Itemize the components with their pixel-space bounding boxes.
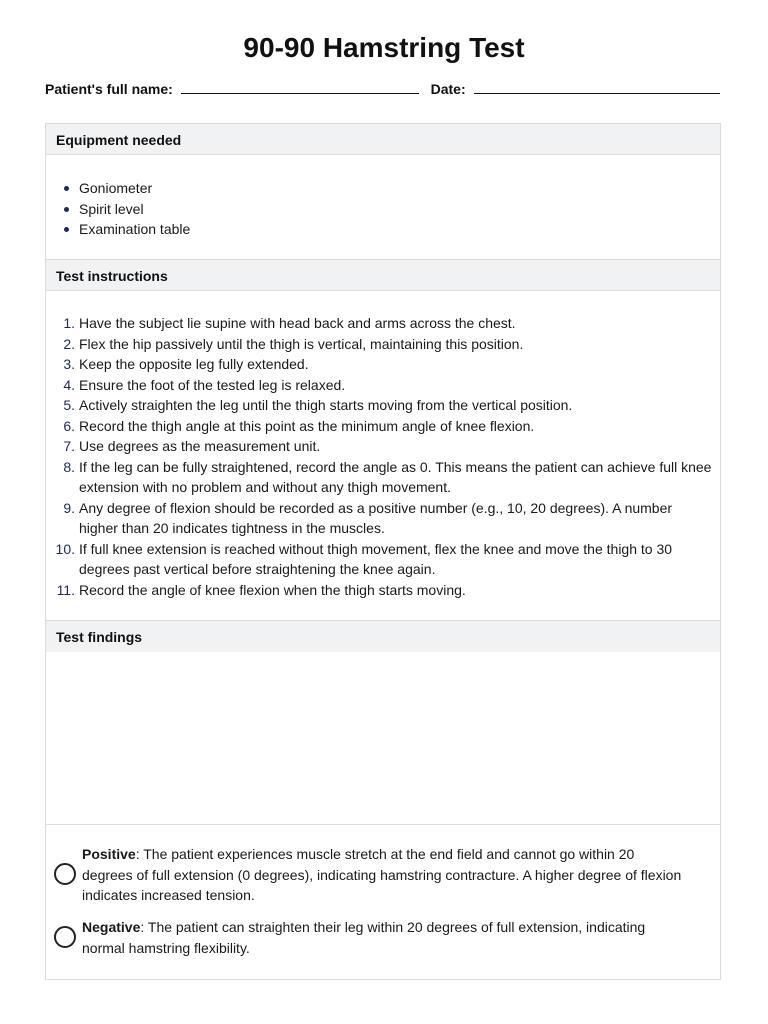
positive-option — [46, 844, 720, 906]
step-number: 11. — [56, 581, 75, 598]
instruction-step — [46, 416, 722, 437]
instruction-step — [46, 375, 722, 396]
page-title: 90-90 Hamstring Test — [243, 32, 525, 63]
equipment-item: Spirit level — [79, 199, 190, 220]
step-number: 2. — [63, 335, 75, 352]
equipment-list — [79, 178, 190, 240]
instruction-step — [46, 457, 722, 498]
negative-label: Negative — [82, 919, 141, 935]
step-text: Use degrees as the measurement unit. — [79, 438, 321, 454]
instruction-step — [46, 334, 722, 355]
step-number: 7. — [63, 438, 75, 454]
findings-notes-area[interactable] — [46, 652, 720, 825]
equipment-section — [45, 123, 721, 260]
instructions-list — [46, 313, 722, 600]
step-number: 1. — [63, 315, 75, 331]
equipment-item: Examination table — [79, 219, 190, 240]
step-text: Actively straighten the leg until the thigh starts moving from the vertical position. — [79, 397, 573, 413]
step-number: 5. — [63, 397, 75, 413]
step-text: If the leg can be fully straightened, record the angle as 0. This means the patient can achieve full knee extension with no problem and without any thigh movement. — [79, 458, 712, 495]
step-number: 8. — [63, 458, 75, 475]
instruction-step — [46, 313, 722, 334]
negative-radio[interactable] — [54, 926, 76, 948]
patient-name-field[interactable] — [181, 80, 419, 94]
patient-info-row — [45, 80, 725, 97]
step-number: 9. — [63, 499, 75, 516]
step-text: Any degree of flexion should be recorded as a positive number (e.g., 10, 20 degrees). A number higher than 20 indicates tightness in the muscles. — [79, 499, 673, 536]
step-number: 10. — [55, 540, 75, 557]
negative-description — [82, 917, 682, 958]
step-text: Ensure the foot of the tested leg is relaxed. — [79, 376, 346, 393]
step-text: Have the subject lie supine with head back and arms across the chest. — [79, 315, 516, 331]
findings-section — [45, 620, 721, 980]
step-number: 6. — [63, 417, 75, 434]
findings-header: Test findings — [46, 621, 720, 652]
step-text: Keep the opposite leg fully extended. — [79, 356, 309, 372]
negative-option — [46, 917, 720, 959]
negative-text: : The patient can straighten their leg within 20 degrees of full extension, indicating normal hamstring flexibility. — [82, 919, 646, 956]
step-number: 3. — [63, 356, 75, 372]
instruction-step — [46, 539, 722, 580]
positive-radio[interactable] — [54, 863, 76, 885]
instruction-step — [46, 580, 722, 601]
step-text: Record the angle of knee flexion when the thigh starts moving. — [79, 581, 466, 598]
patient-name-label: Patient's full name: — [45, 81, 173, 97]
instruction-step — [46, 436, 722, 457]
step-text: If full knee extension is reached without thigh movement, flex the knee and move the thigh to 30 degrees past vertical before straightening the knee again. — [79, 540, 673, 577]
step-text: Flex the hip passively until the thigh is vertical, maintaining this position. — [79, 335, 524, 352]
instructions-header: Test instructions — [46, 260, 720, 291]
instructions-section — [45, 259, 721, 621]
positive-description — [82, 844, 682, 906]
date-label: Date: — [430, 81, 466, 97]
positive-text: : The patient experiences muscle stretch at the end field and cannot go within 20 degrees of full extension (0 degrees), indicating hamstring contracture. A higher degree of flexion indicates increased tension. — [82, 846, 682, 903]
date-field[interactable] — [474, 80, 720, 94]
equipment-header: Equipment needed — [46, 124, 720, 155]
positive-label: Positive — [82, 846, 136, 862]
step-text: Record the thigh angle at this point as the minimum angle of knee flexion. — [79, 417, 535, 434]
instruction-step — [46, 354, 722, 375]
step-number: 4. — [63, 376, 75, 393]
equipment-item: Goniometer — [79, 178, 190, 199]
instruction-step — [46, 395, 722, 416]
instruction-step — [46, 498, 722, 539]
